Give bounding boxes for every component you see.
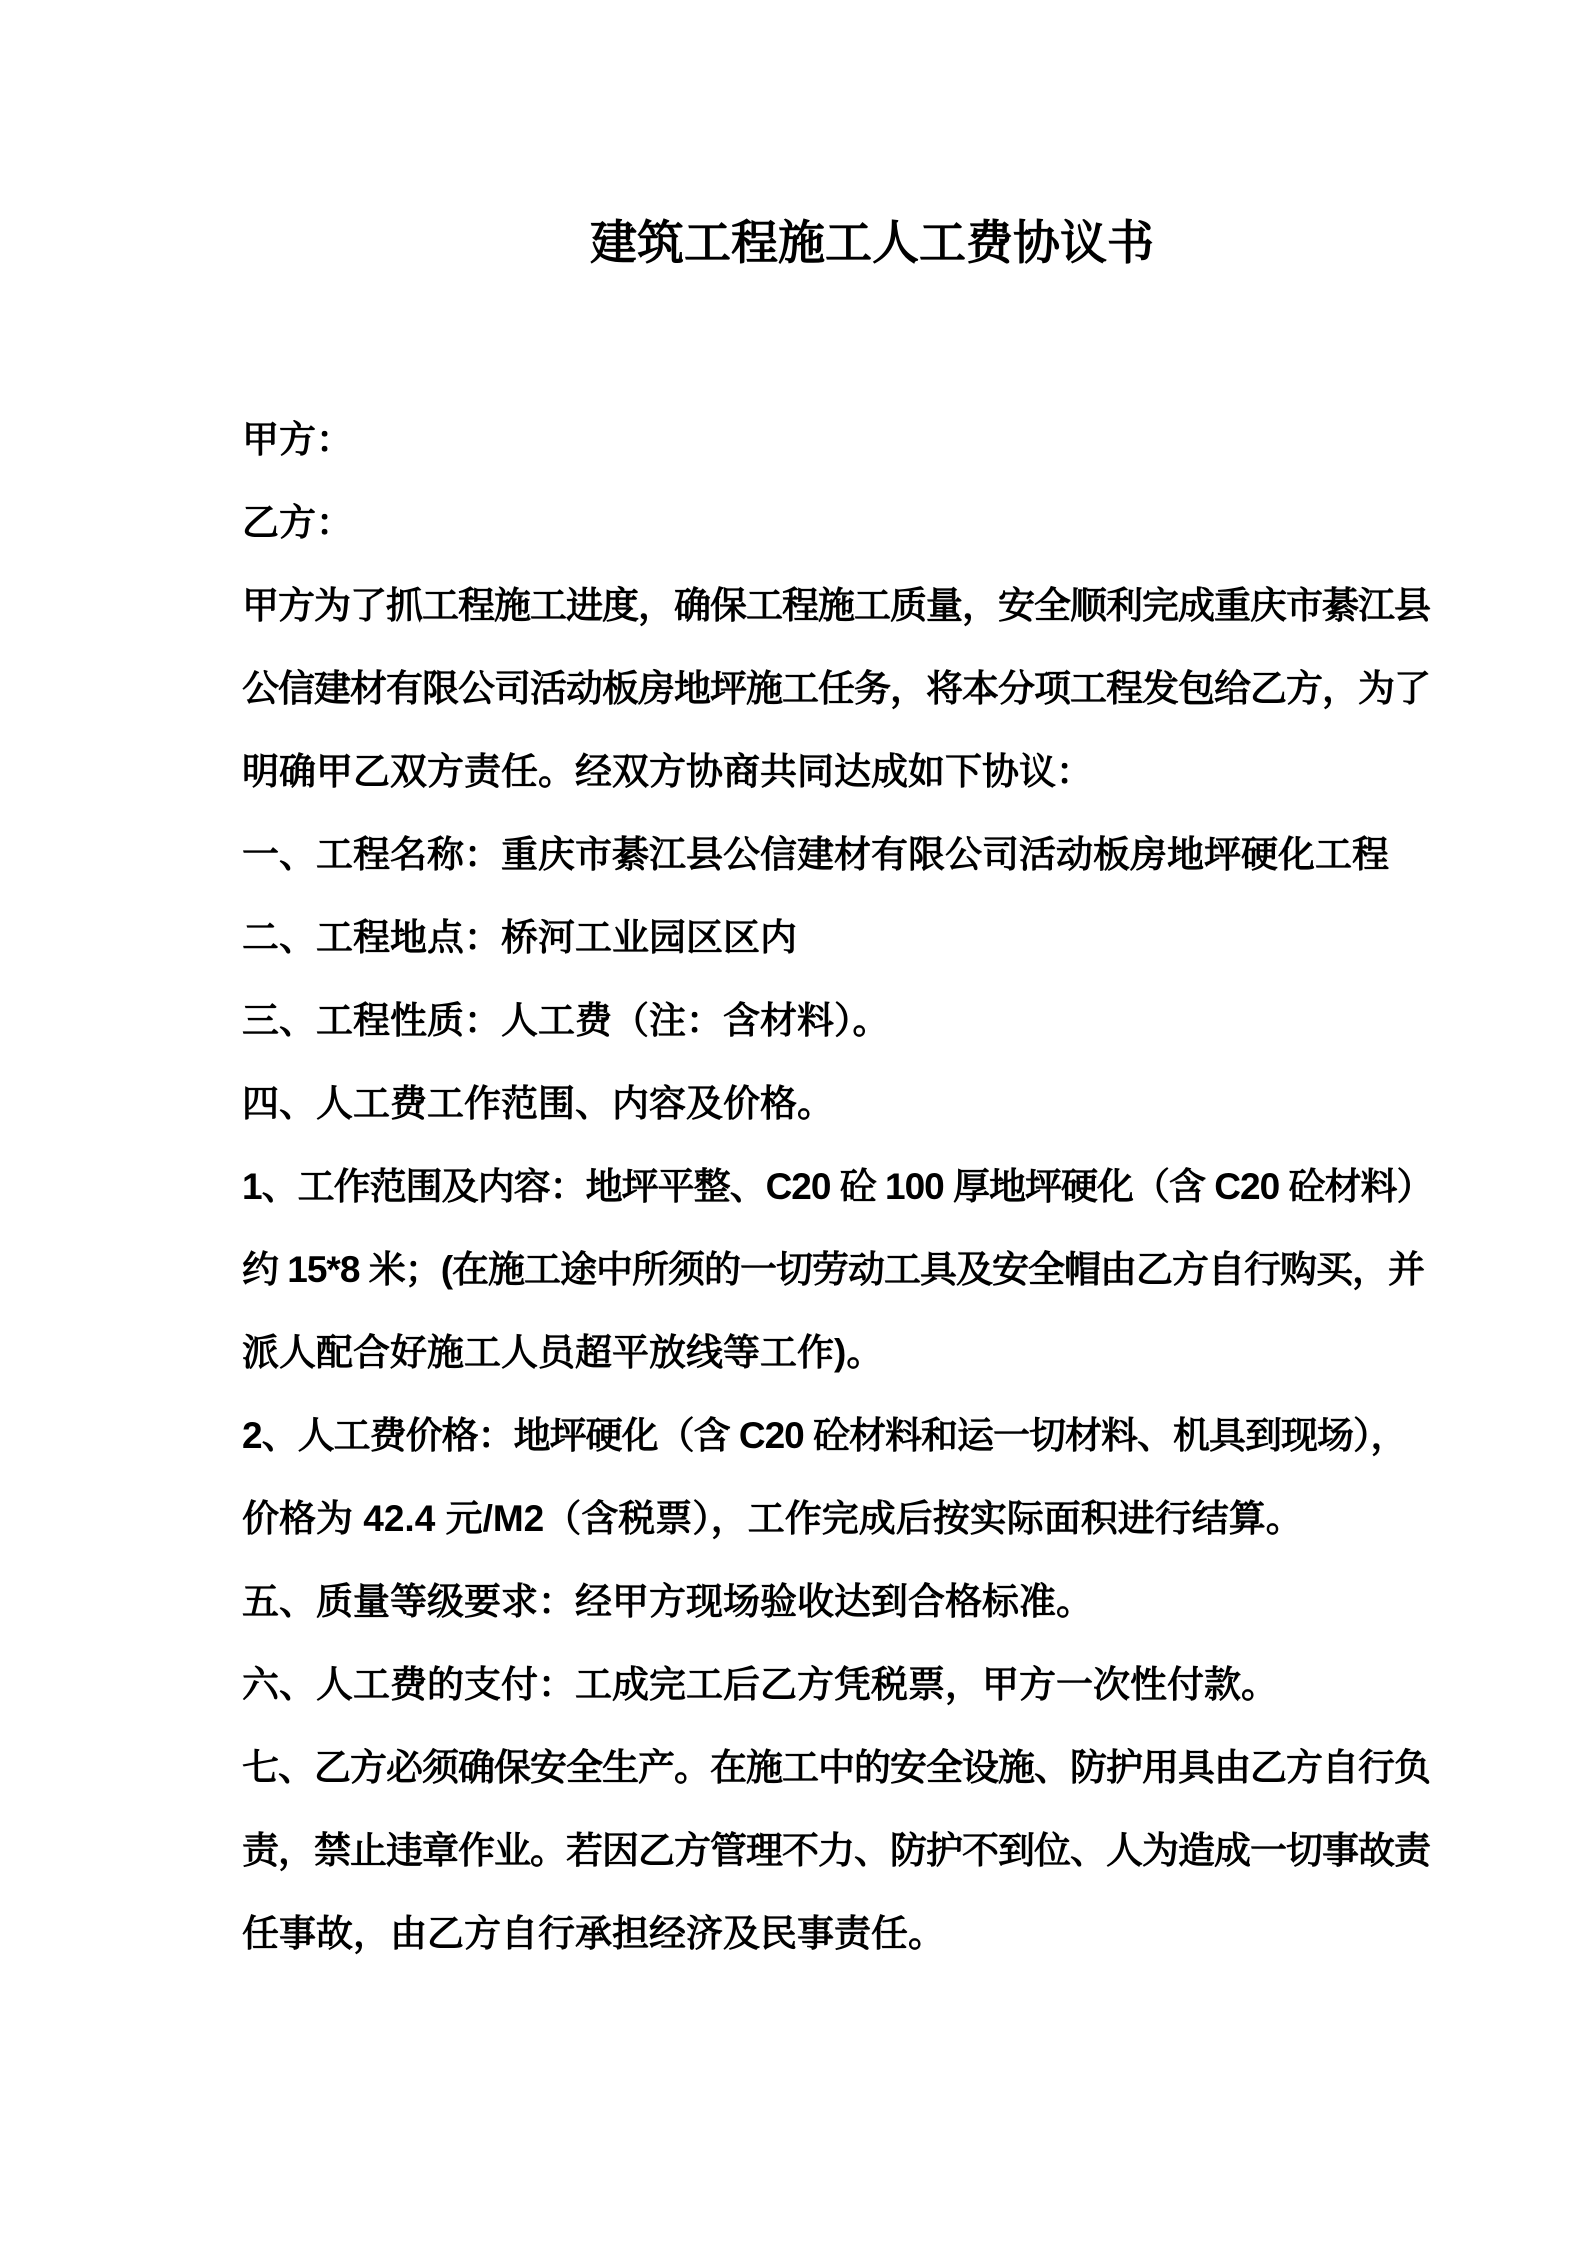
clause-4-item-1-line-3: 派人配合好施工人员超平放线等工作)。 (242, 1332, 884, 1373)
clause-7-safety-line-1: 七、乙方必须确保安全生产。在施工中的安全设施、防护用具由乙方自行负 (242, 1747, 1430, 1788)
clause-6-payment: 六、人工费的支付：工成完工后乙方凭税票，甲方一次性付款。 (242, 1664, 1278, 1705)
clause-7-safety-line-2: 责，禁止违章作业。若因乙方管理不力、防护不到位、人为造成一切事故责 (242, 1830, 1430, 1871)
preamble-line-1: 甲方为了抓工程施工进度，确保工程施工质量，安全顺利完成重庆市綦江县 (242, 585, 1430, 626)
clause-4-item-2-line-2: 价格为 42.4 元/M2（含税票），工作完成后按实际面积进行结算。 (242, 1498, 1303, 1539)
clause-7-safety-line-3: 任事故，由乙方自行承担经济及民事责任。 (242, 1913, 945, 1954)
clause-4-item-1-line-2: 约 15*8 米；(在施工途中所须的一切劳动工具及安全帽由乙方自行购买，并 (242, 1249, 1425, 1290)
clause-4-item-1-line-1: 1、工作范围及内容：地坪平整、C20 砼 100 厚地坪硬化（含 C20 砼材料） (242, 1166, 1433, 1207)
document-body (242, 398, 1472, 1975)
party-a-field: 甲方： (242, 419, 353, 460)
party-b-field: 乙方： (242, 502, 353, 543)
preamble-line-3: 明确甲乙双方责任。经双方协商共同达成如下协议： (242, 751, 1093, 792)
document-title: 建筑工程施工人工费协议书 (590, 216, 1154, 269)
clause-5-quality: 五、质量等级要求：经甲方现场验收达到合格标准。 (242, 1581, 1093, 1622)
clause-4-heading: 四、人工费工作范围、内容及价格。 (242, 1083, 834, 1124)
clause-2-location: 二、工程地点：桥河工业园区区内 (242, 917, 797, 958)
clause-4-item-2-line-1: 2、人工费价格：地坪硬化（含 C20 砼材料和运一切材料、机具到现场）， (242, 1415, 1407, 1456)
preamble-line-2: 公信建材有限公司活动板房地坪施工任务，将本分项工程发包给乙方，为了 (242, 668, 1430, 709)
clause-1-project-name: 一、工程名称：重庆市綦江县公信建材有限公司活动板房地坪硬化工程 (242, 834, 1389, 875)
clause-3-nature: 三、工程性质：人工费（注：含材料）。 (242, 1000, 890, 1041)
